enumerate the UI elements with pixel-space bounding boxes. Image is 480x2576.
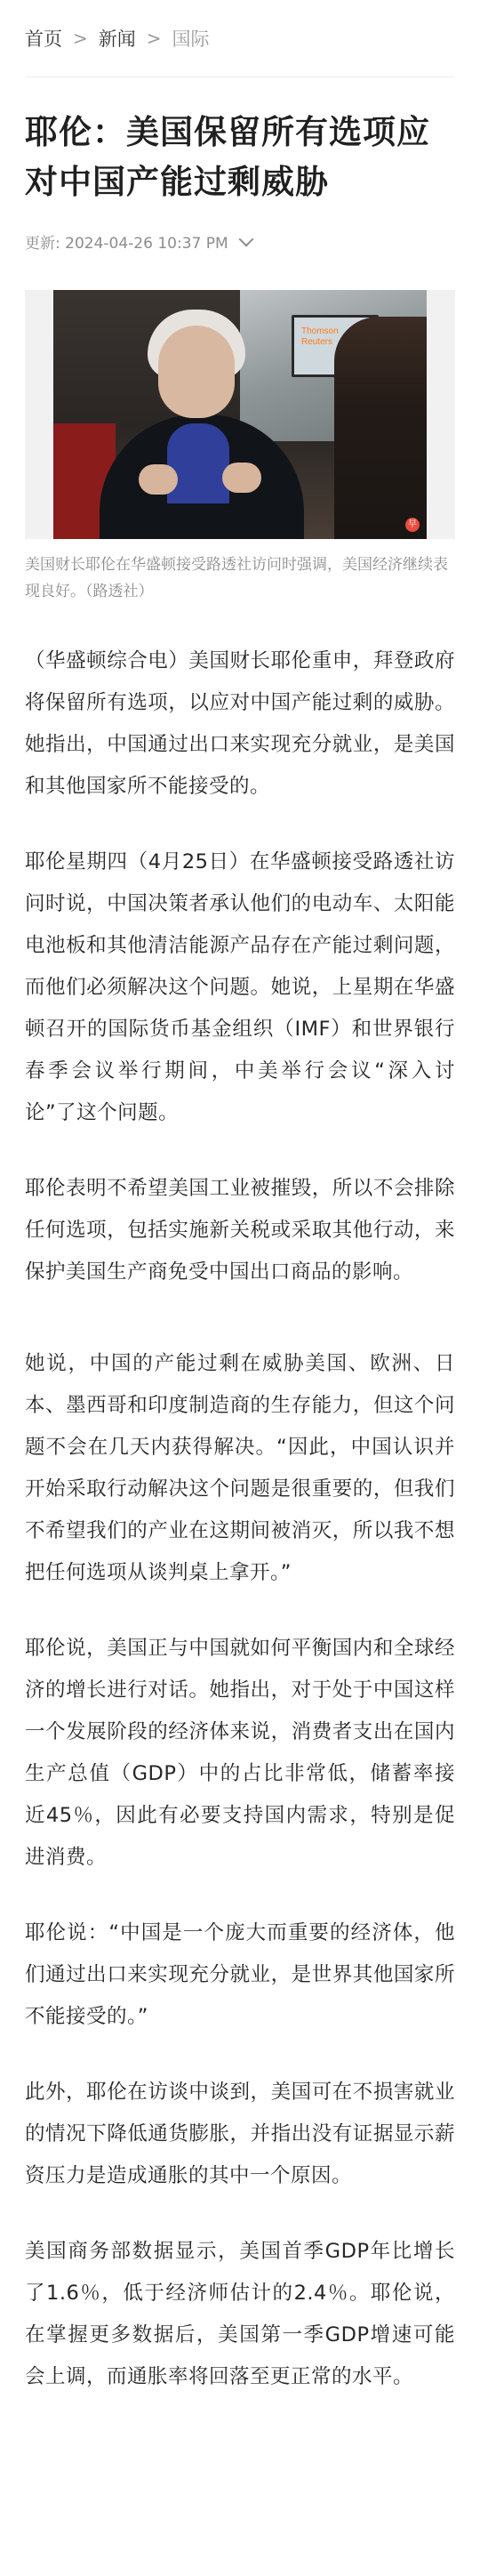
photo-left-hand [139, 464, 178, 495]
photo-person-shirt [167, 423, 229, 503]
breadcrumb-separator: > [73, 28, 88, 49]
breadcrumb-home-link[interactable]: 首页 [25, 28, 62, 50]
breadcrumb [25, 0, 455, 77]
article-paragraph: 耶伦说，美国正与中国就如何平衡国内和全球经济的增长进行对话。她指出，对于处于中国这样一个发展阶段的经济体来说，消费者支出在国内生产总值（GDP）中的占比非常低，储蓄率接近45％，因此有必要支持国内需求，特别是促进消费。 [25, 1637, 455, 1869]
article-title: 耶伦：美国保留所有选项应对中国产能过剩威胁 [25, 113, 430, 201]
article-paragraph: （华盛顿综合电）美国财长耶伦重申，拜登政府将保留所有选项，以应对中国产能过剩的威胁。她指出，中国通过出口来实现充分就业，是美国和其他国家所不能接受的。 [25, 649, 455, 798]
photo-interviewer [334, 317, 427, 539]
article-body [25, 640, 455, 2398]
article-paragraph: 她说，中国的产能过剩在威胁美国、欧洲、日本、墨西哥和印度制造商的生存能力，但这个问题不会在几天内获得解决。“因此，中国认识并开始采取行动解决这个问题是很重要的，但我们不希望我们的产业在这期间被消灭，所以我不想把任何选项从谈判桌上拿开。” [25, 1352, 455, 1584]
article-meta [25, 230, 455, 253]
photo-monitor-text: Thomson Reuters [301, 326, 339, 347]
breadcrumb-international-link[interactable]: 国际 [172, 28, 210, 50]
article-paragraph: 耶伦表明不希望美国工业被摧毁，所以不会排除任何选项，包括实施新关税或采取其他行动，来保护美国生产商免受中国出口商品的影响。 [25, 1177, 455, 1284]
breadcrumb-news-link[interactable]: 新闻 [98, 28, 136, 50]
breadcrumb-separator: > [146, 28, 162, 49]
image-caption: 美国财长耶伦在华盛顿接受路透社访问时强调，美国经济继续表现良好。（路透社） [25, 556, 448, 600]
chevron-down-icon[interactable] [238, 231, 253, 246]
article-paragraph: 美国商务部数据显示，美国首季GDP年比增长了1.6％，低于经济师估计的2.4％。耶伦说，在掌握更多数据后，美国第一季GDP增速可能会上调，而通胀率将回落至更正常的水平。 [25, 2240, 455, 2388]
watermark-icon: 早 [405, 518, 420, 532]
photo-right-hand [222, 463, 261, 493]
article-image-frame [25, 290, 455, 539]
updated-timestamp: 更新: 2024-04-26 10:37 PM [25, 235, 228, 253]
photo-person-face [158, 326, 235, 418]
article-photo[interactable] [53, 290, 427, 539]
article-paragraph: 耶伦星期四（4月25日）在华盛顿接受路透社访问时说，中国决策者承认他们的电动车、太阳能电池板和其他清洁能源产品存在产能过剩问题，而他们必须解决这个问题。她说，上星期在华盛顿召开的国际货币基金组织（IMF）和世界银行春季会议举行期间，中美举行会议“深入讨论”了这个问题。 [25, 850, 455, 1124]
article-paragraph: 此外，耶伦在访谈中谈到，美国可在不损害就业的情况下降低通货膨胀，并指出没有证据显示薪资压力是造成通胀的其中一个原因。 [25, 2081, 455, 2187]
article-paragraph: 耶伦说：“中国是一个庞大而重要的经济体，他们通过出口来实现充分就业，是世界其他国家所不能接受的。” [25, 1921, 455, 2028]
